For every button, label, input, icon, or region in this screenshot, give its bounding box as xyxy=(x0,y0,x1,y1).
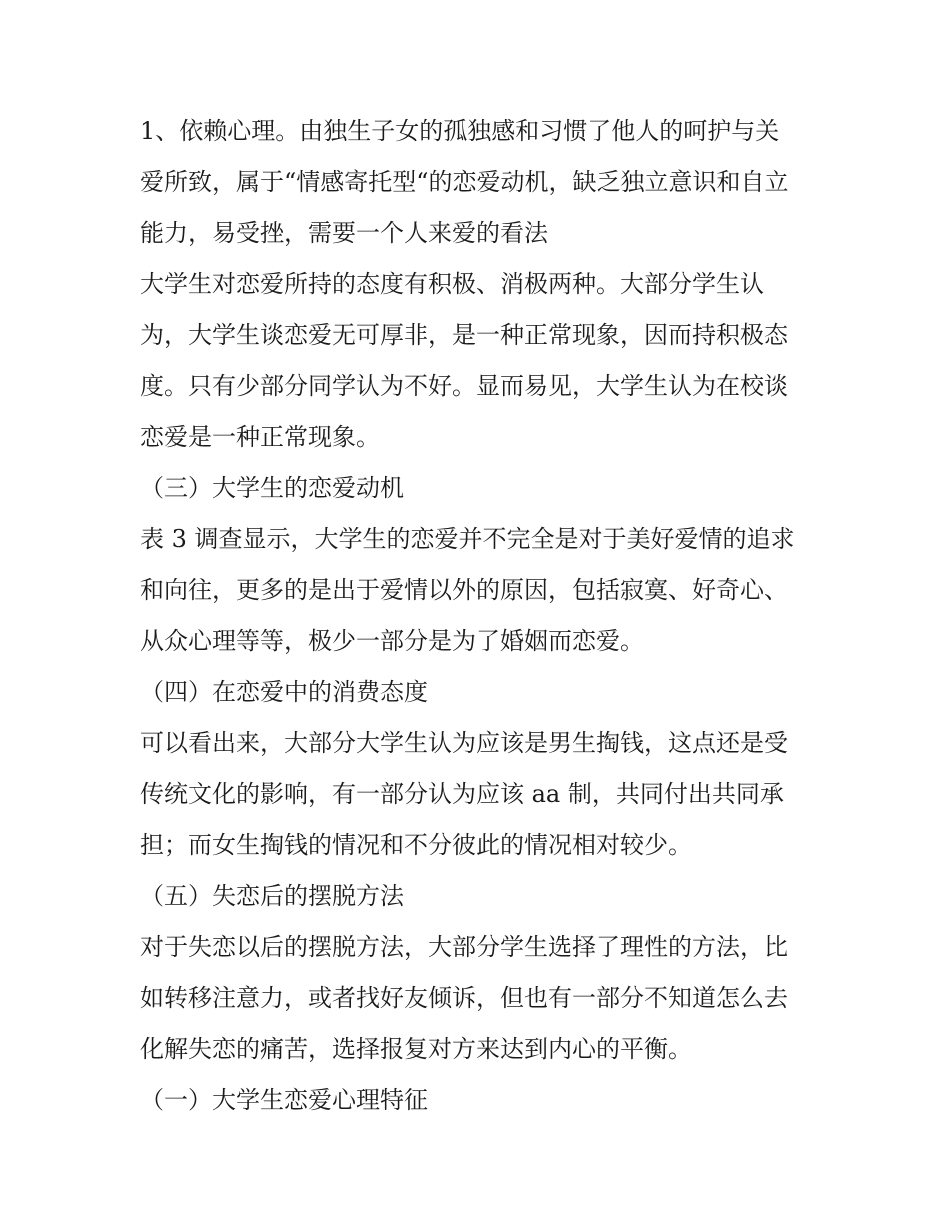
breakup-methods-paragraph xyxy=(140,922,820,1075)
paragraph-line: 为，大学生谈恋爱无可厚非，是一种正常现象，因而持积极态 xyxy=(140,321,788,349)
heading-love-motivation: （三）大学生的恋爱动机 xyxy=(140,474,404,502)
paragraph-line: 对于失恋以后的摆脱方法，大部分学生选择了理性的方法，比 xyxy=(140,933,788,961)
paragraph-line: 恋爱是一种正常现象。 xyxy=(140,423,380,451)
dependency-psychology-paragraph xyxy=(140,106,820,259)
document-body xyxy=(140,106,820,1126)
paragraph-line: 爱所致，属于“情感寄托型“的恋爱动机，缺乏独立意识和自立 xyxy=(140,168,789,196)
heading-psychological-features: （一）大学生恋爱心理特征 xyxy=(140,1086,428,1114)
paragraph-line: 从众心理等等，极少一部分是为了婚姻而恋爱。 xyxy=(140,627,644,655)
love-motivation-paragraph xyxy=(140,514,820,667)
paragraph-line: 能力，易受挫，需要一个人来爱的看法 xyxy=(140,219,548,247)
paragraph-line: 大学生对恋爱所持的态度有积极、消极两种。大部分学生认 xyxy=(140,270,764,298)
heading-breakup-methods: （五）失恋后的摆脱方法 xyxy=(140,882,404,910)
love-attitude-paragraph xyxy=(140,259,820,463)
paragraph-line: 表 3 调查显示，大学生的恋爱并不完全是对于美好爱情的追求 xyxy=(140,525,795,553)
heading-consumption-attitude: （四）在恋爱中的消费态度 xyxy=(140,678,428,706)
paragraph-line: 和向往，更多的是出于爱情以外的原因，包括寂寞、好奇心、 xyxy=(140,576,788,604)
paragraph-line: 如转移注意力，或者找好友倾诉，但也有一部分不知道怎么去 xyxy=(140,984,788,1012)
paragraph-line: 担；而女生掏钱的情况和不分彼此的情况相对较少。 xyxy=(140,831,692,859)
paragraph-line: 化解失恋的痛苦，选择报复对方来达到内心的平衡。 xyxy=(140,1035,692,1063)
consumption-attitude-paragraph xyxy=(140,718,820,871)
paragraph-line: 可以看出来，大部分大学生认为应该是男生掏钱，这点还是受 xyxy=(140,729,788,757)
paragraph-line: 1、依赖心理。由独生子女的孤独感和习惯了他人的呵护与关 xyxy=(140,117,780,145)
paragraph-line: 度。只有少部分同学认为不好。显而易见，大学生认为在校谈 xyxy=(140,372,788,400)
paragraph-line: 传统文化的影响，有一部分认为应该 aa 制，共同付出共同承 xyxy=(140,780,784,808)
